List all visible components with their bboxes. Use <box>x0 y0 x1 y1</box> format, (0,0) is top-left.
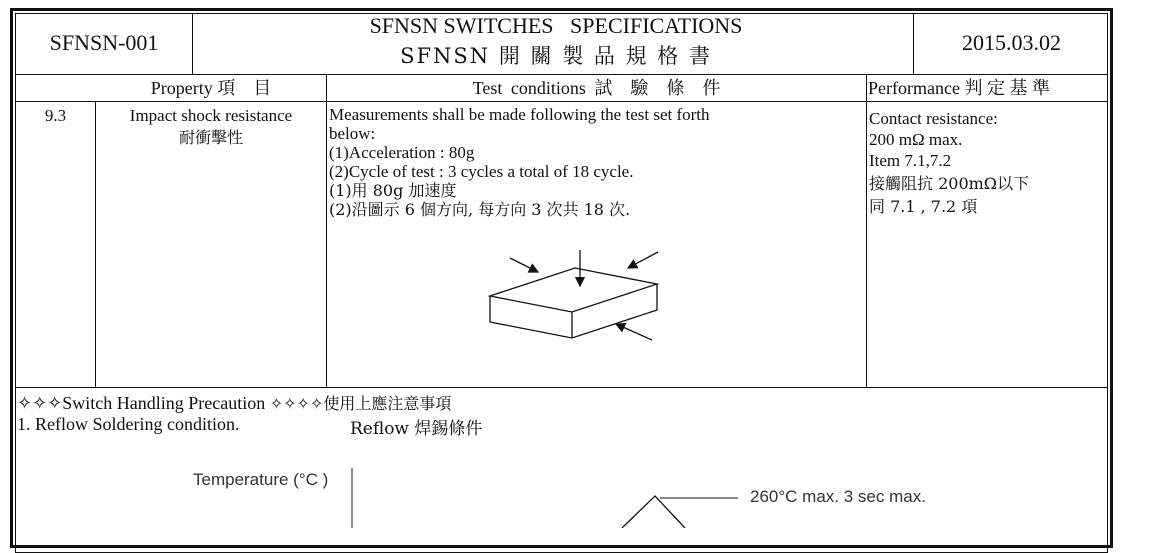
header-divider <box>192 13 193 74</box>
test-conditions-text <box>329 105 864 219</box>
reflow-chart-y-axis-label: Temperature (°C ) <box>193 470 329 489</box>
precaution-heading <box>17 391 451 414</box>
impact-direction-diagram <box>480 240 680 350</box>
table-bottom-rule <box>15 387 1108 388</box>
performance-line: Contact resistance: <box>869 109 998 128</box>
column-divider <box>326 74 327 387</box>
document-title-english: SFNSN SWITCHES SPECIFICATIONS <box>369 13 743 38</box>
item-number: 9.3 <box>44 106 67 125</box>
precaution-item-1-chinese <box>350 414 482 439</box>
performance-line: 200 mΩ max. <box>869 130 963 149</box>
arrow-icon <box>628 252 658 268</box>
performance-text <box>869 109 1107 216</box>
precaution-heading-english: ✧✧✧Switch Handling Precaution <box>17 393 270 413</box>
arrow-icon <box>616 324 652 340</box>
property-name-chinese: 耐衝擊性 <box>178 128 243 147</box>
reflow-profile-curve <box>622 496 685 528</box>
precaution-heading-chinese: ✧✧✧✧使用上應注意事項 <box>269 394 452 413</box>
performance-line: Item 7.1,7.2 <box>869 151 952 170</box>
test-condition-line: (1)Acceleration : 80g <box>329 143 475 162</box>
test-condition-line: (2)沿圖示 6 個方向, 每方向 3 次共 18 次. <box>329 200 631 219</box>
document-code: SFNSN-001 <box>49 30 159 55</box>
performance-line: 同 7.1 , 7.2 項 <box>869 197 978 216</box>
column-header-test-conditions: Test conditions 試 驗 條 件 <box>472 78 721 98</box>
document-title-chinese: SFNSN 開 關 製 品 規 格 書 <box>400 44 712 68</box>
reflow-peak-label: 260°C max. 3 sec max. <box>750 487 926 506</box>
document-date: 2015.03.02 <box>962 30 1061 55</box>
reflow-label: Reflow 焊錫條件 <box>350 419 483 439</box>
property-name-english: Impact shock resistance <box>129 106 293 125</box>
performance-line: 接觸阻抗 200mΩ以下 <box>869 174 1030 193</box>
test-condition-line: (1)用 80g 加速度 <box>329 181 457 200</box>
cuboid-shape <box>490 268 657 338</box>
test-condition-line: below: <box>329 124 376 143</box>
test-condition-line: (2)Cycle of test : 3 cycles a total of 18 cycle. <box>329 162 634 181</box>
arrow-icon <box>510 258 538 272</box>
precaution-item-1-english: 1. Reflow Soldering condition. <box>17 414 240 434</box>
column-header-property: Property 項 目 <box>150 78 272 98</box>
column-divider <box>866 74 867 387</box>
column-header-performance: Performance 判 定 基 準 <box>868 78 1050 98</box>
test-condition-line: Measurements shall be made following the test set forth <box>329 105 710 124</box>
column-header-bottom-rule <box>15 101 1108 102</box>
